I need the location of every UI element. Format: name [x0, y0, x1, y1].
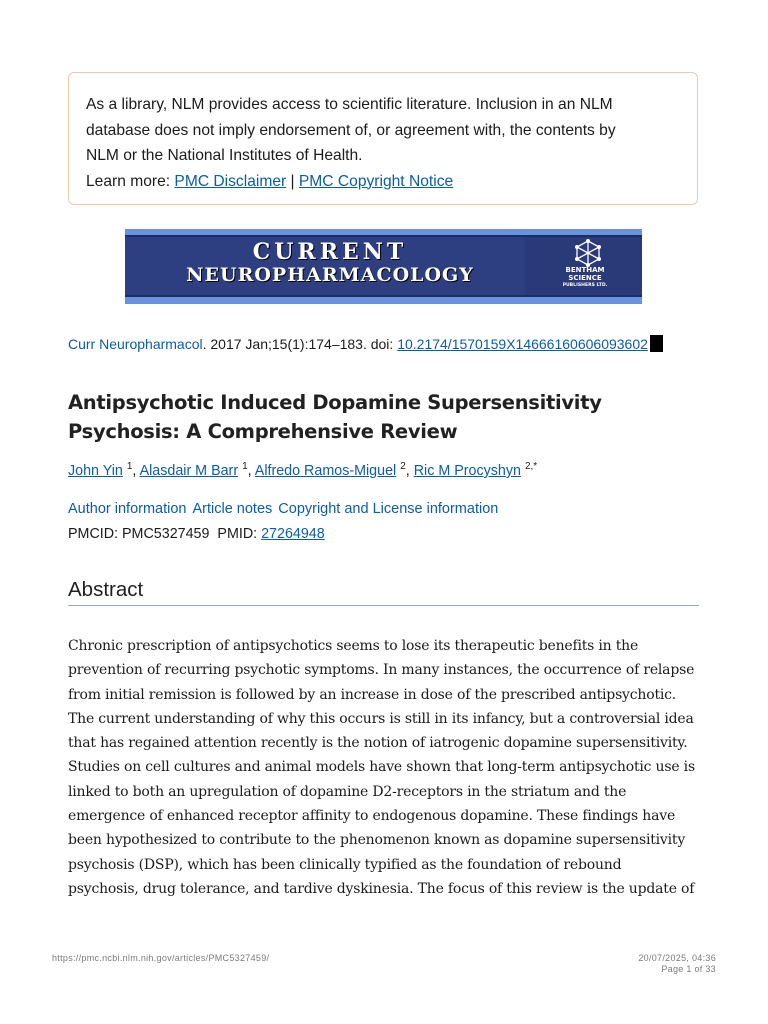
redacted-mark	[650, 335, 663, 352]
abstract-heading: Abstract	[68, 578, 699, 606]
footer-meta	[638, 953, 716, 975]
author-affiliation: 2	[400, 461, 406, 472]
link-separator: |	[286, 172, 299, 190]
article-info-links	[68, 501, 708, 517]
author-information-toggle[interactable]: Author information	[68, 501, 187, 517]
publisher-line-1: BENTHAM	[565, 266, 605, 274]
notice-learn-more	[86, 169, 680, 195]
article-notes-toggle[interactable]: Article notes	[192, 501, 273, 517]
footer-page-number: Page 1 of 33	[661, 964, 716, 974]
pmid-label: PMID:	[217, 526, 262, 542]
pmc-disclaimer-link[interactable]: PMC Disclaimer	[174, 172, 287, 190]
abstract-line: that has regained attention recently is the notion of iatrogenic dopamine supersensitivity.	[68, 735, 688, 752]
abstract-line: emergence of enhanced receptor affinity to endogenous dopamine. These findings have	[68, 808, 676, 825]
abstract-line: from initial remission is followed by an increase in dose of the prescribed antipsychotic.	[68, 686, 677, 703]
author-link[interactable]: John Yin	[68, 462, 123, 479]
learn-more-label: Learn more:	[86, 172, 175, 190]
banner-stripe-bottom	[125, 297, 642, 304]
abstract-line: The current understanding of why this occurs is still in its infancy, but a controversial idea	[68, 710, 694, 727]
abstract-line: Chronic prescription of antipsychotics seems to lose its therapeutic benefits in the	[68, 638, 639, 654]
abstract-line: Studies on cell cultures and animal models have shown that long-term antipsychotic use is	[68, 759, 695, 776]
abstract-line: been hypothesized to contribute to the phenomenon known as dopamine supersensitivity	[68, 832, 686, 849]
author-link[interactable]: Alfredo Ramos-Miguel	[254, 462, 397, 479]
notice-line-3: NLM or the National Institutes of Health.	[86, 147, 363, 164]
author-affiliation: 1	[242, 461, 248, 472]
abstract-body	[68, 634, 708, 901]
pmid-link[interactable]: 27264948	[261, 526, 325, 542]
author-list: John Yin $^1$, Alasdair M Barr $^1$, Alfredo Ramos-Miguel $^2$, Ric M Procyshyn $^{2,*}$	[68, 461, 538, 479]
nlm-disclaimer-notice	[68, 72, 698, 205]
doi-link[interactable]: 10.2174/1570159X14666160606093602	[397, 336, 648, 352]
author-affiliation: 2,*	[524, 461, 538, 472]
footer-datetime: 20/07/2025, 04:36	[638, 953, 716, 963]
molecule-logo-icon	[573, 239, 603, 267]
abstract-line: psychosis, drug tolerance, and tardive dyskinesia. The focus of this review is the update of	[68, 880, 695, 897]
abstract-line: prevention of recurring psychotic symptoms. In many instances, the occurrence of relapse	[68, 662, 695, 679]
notice-line-1: As a library, NLM provides access to scientific literature. Inclusion in an NLM	[86, 96, 613, 113]
footer-url: https://pmc.ncbi.nlm.nih.gov/articles/PMC5327459/	[52, 953, 270, 963]
publisher-name	[555, 267, 615, 290]
citation-line	[68, 335, 708, 352]
publisher-line-2: SCIENCE	[568, 273, 602, 282]
journal-banner-line-2: NEUROPHARMACOLOGY	[186, 264, 474, 286]
journal-banner	[125, 229, 642, 304]
publisher-line-3: PUBLISHERS LTD.	[562, 283, 608, 288]
article-title: Antipsychotic Induced Dopamine Supersensitivity Psychosis: A Comprehensive Review	[68, 391, 602, 443]
citation-details: . 2017 Jan;15(1):174–183. doi:	[202, 336, 398, 352]
journal-banner-line-1: CURRENT	[252, 239, 408, 265]
author-link[interactable]: Alasdair M Barr	[139, 462, 239, 479]
copyright-license-toggle[interactable]: Copyright and License information	[278, 501, 499, 517]
pmc-copyright-notice-link[interactable]: PMC Copyright Notice	[298, 172, 454, 190]
author-link[interactable]: Ric M Procyshyn	[413, 462, 521, 479]
abstract-line: psychosis (DSP), which has been clinically typified as the foundation of rebound	[68, 856, 622, 873]
author-affiliation: 1	[126, 461, 133, 472]
notice-line-2: database does not imply endorsement of, or agreement with, the contents by	[86, 121, 616, 139]
abstract-line: linked to both an upregulation of dopamine D2-receptors in the striatum and the	[68, 783, 627, 800]
journal-name[interactable]: Curr Neuropharmacol	[68, 336, 203, 352]
pmcid-value: PMC5327459	[122, 526, 210, 542]
article-identifiers	[68, 526, 708, 542]
pmcid-label: PMCID:	[68, 526, 123, 542]
